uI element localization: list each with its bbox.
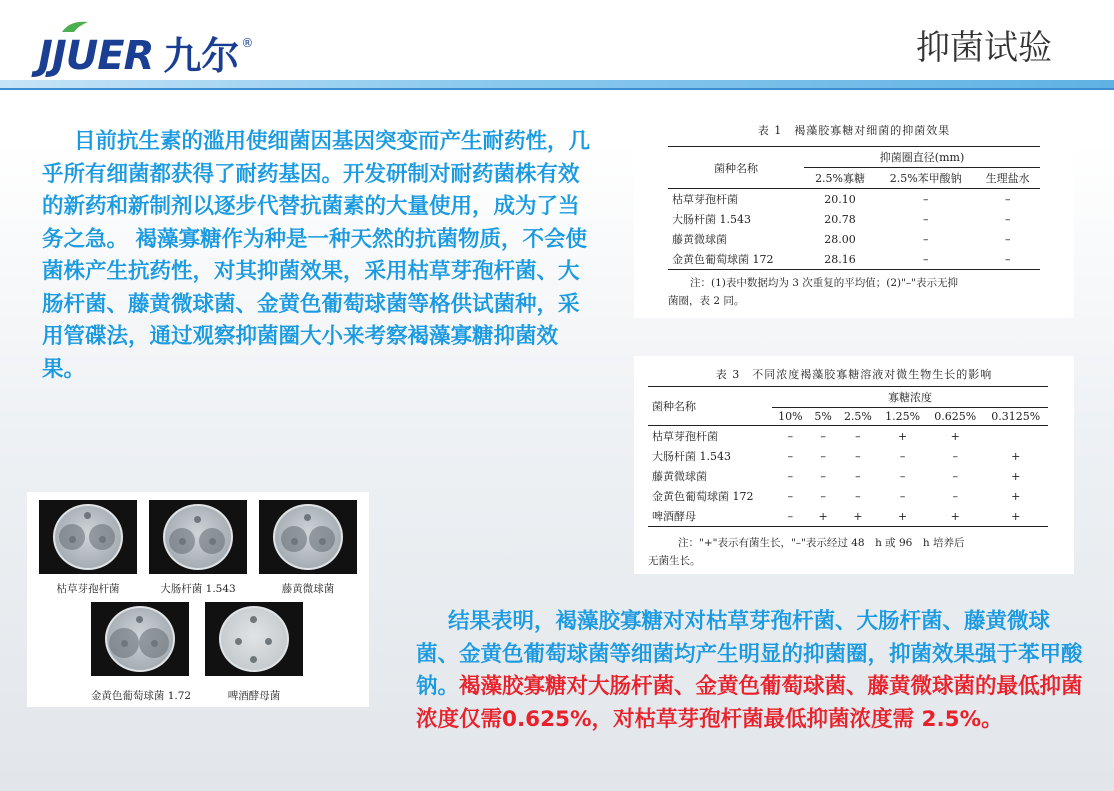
table1-note <box>668 274 1068 310</box>
photo-caption: 啤酒酵母菌 <box>227 690 281 702</box>
table3-cell: – <box>855 489 861 503</box>
table1-image <box>634 102 1074 318</box>
logo-chinese-text: 九尔 <box>163 34 240 78</box>
table3-cell: – <box>855 449 861 463</box>
table1-cell: 20.10 <box>824 192 856 206</box>
table1-cell: – <box>922 252 929 266</box>
table1-cell: 藤黄微球菌 <box>672 233 727 246</box>
table1-cell: 20.78 <box>824 212 856 226</box>
logo-latin-text: JJUER <box>38 33 154 79</box>
photo-caption: 枯草芽孢杆菌 <box>56 583 120 595</box>
registered-mark: ® <box>241 36 254 50</box>
table3 <box>648 386 1048 527</box>
table3-cell: 大肠杆菌 1.543 <box>652 450 731 463</box>
brand-logo <box>38 28 253 78</box>
table3-cell: + <box>1011 489 1021 503</box>
table3-cell: + <box>897 429 908 443</box>
table3-cell: – <box>952 489 958 503</box>
table3-cell: + <box>950 429 960 443</box>
slide-title: 抑菌试验 <box>916 28 1052 68</box>
table3-subheader: 0.3125% <box>983 408 1048 426</box>
table1 <box>668 146 1040 270</box>
petri-dish-photo <box>205 602 303 676</box>
petri-dish-photo <box>149 500 247 574</box>
table1-cell: 金黄色葡萄球菌 172 <box>672 253 774 266</box>
table3-subheader: 1.25% <box>878 408 927 426</box>
petri-dish-photos <box>27 492 369 707</box>
table3-subheader: 5% <box>809 408 838 426</box>
photo-caption: 金黄色葡萄球菌 1.72 <box>90 690 192 702</box>
table1-group-header: 抑菌圈直径(mm) <box>804 147 1040 168</box>
petri-dish-photo <box>259 500 357 574</box>
table1-strain-header: 菌种名称 <box>668 147 804 189</box>
table1-cell: – <box>1004 212 1011 226</box>
table3-cell: 金黄色葡萄球菌 172 <box>652 490 754 503</box>
table-row <box>668 209 1040 229</box>
table-row <box>648 426 1048 447</box>
table-row <box>648 506 1048 527</box>
table3-cell: – <box>952 449 958 463</box>
slide-header <box>0 0 1114 92</box>
table3-cell: – <box>820 429 826 443</box>
table3-cell: – <box>820 489 826 503</box>
table-row <box>648 486 1048 506</box>
table3-cell: – <box>899 449 906 463</box>
table3-subheader: 10% <box>772 408 809 426</box>
table3-cell: – <box>787 509 794 523</box>
table3-cell: 枯草芽孢杆菌 <box>652 430 718 443</box>
table3-subheader: 2.5% <box>838 408 879 426</box>
table1-note-line: 注：(1)表中数据均为 3 次重复的平均值；(2)"–"表示无抑 <box>690 277 959 289</box>
table3-subheader: 0.625% <box>927 408 984 426</box>
table1-cell: 28.00 <box>824 232 856 246</box>
table3-cell: – <box>899 469 906 483</box>
table1-cell: 大肠杆菌 1.543 <box>672 213 751 226</box>
table3-cell: – <box>787 489 794 503</box>
table3-note <box>648 534 1068 570</box>
table3-caption: 表 3 不同浓度褐藻胶寡糖溶液对微生物生长的影响 <box>715 368 993 381</box>
table3-note-line: 无菌生长。 <box>648 555 701 567</box>
table1-note-line: 菌圈，表 2 同。 <box>668 295 745 307</box>
table3-cell: – <box>820 449 826 463</box>
table1-cell: – <box>922 212 929 226</box>
photo-caption: 大肠杆菌 1.543 <box>160 583 236 595</box>
table3-note-line: 注："+"表示有菌生长，"–"表示经过 48 h 或 96 h 培养后 <box>678 537 965 549</box>
photo-caption: 藤黄微球菌 <box>281 583 335 595</box>
table-row <box>648 466 1048 486</box>
table3-strain-header: 菌种名称 <box>648 387 772 426</box>
table3-cell: + <box>1011 449 1021 463</box>
table3-cell: – <box>787 429 794 443</box>
table1-cell: – <box>1004 252 1011 266</box>
table3-cell: + <box>897 509 908 523</box>
table3-cell: + <box>1011 469 1021 483</box>
table3-cell <box>983 426 1048 447</box>
table3-cell: – <box>820 469 826 483</box>
table3-cell: 啤酒酵母 <box>652 510 696 523</box>
table-row <box>648 446 1048 466</box>
header-gradient-bar <box>0 80 1114 88</box>
petri-dish-photo <box>91 602 189 676</box>
table1-caption: 表 1 褐藻胶寡糖对细菌的抑菌效果 <box>757 124 951 137</box>
header-divider <box>0 88 1114 90</box>
table-row <box>668 249 1040 270</box>
table1-subheader: 生理盐水 <box>975 168 1040 189</box>
table1-cell: – <box>922 192 929 206</box>
table1-subheader: 2.5%苯甲酸钠 <box>876 168 975 189</box>
table-row <box>668 189 1040 210</box>
table-row <box>668 229 1040 249</box>
table3-image <box>634 356 1074 574</box>
table1-cell: 枯草芽孢杆菌 <box>672 193 738 206</box>
table3-cell: + <box>853 509 863 523</box>
table3-group-header: 寡糖浓度 <box>772 387 1048 408</box>
table3-cell: + <box>950 509 960 523</box>
table1-cell: – <box>922 232 929 246</box>
table3-cell: – <box>855 429 861 443</box>
table3-cell: – <box>787 469 794 483</box>
table3-cell: 藤黄微球菌 <box>652 470 707 483</box>
table1-cell: – <box>1004 232 1011 246</box>
table3-cell: – <box>787 449 794 463</box>
table3-cell: – <box>952 469 958 483</box>
table1-cell: 28.16 <box>824 252 856 266</box>
result-paragraph <box>416 606 1092 736</box>
result-blue-text: 结果表明，褐藻胶寡糖对对枯草芽孢杆菌、大肠杆菌、藤黄微球菌、金黄色葡萄球菌等细菌均产生明显的抑菌圈，抑菌效果强于苯甲酸钠。 <box>416 609 1083 699</box>
table3-cell: – <box>855 469 861 483</box>
intro-paragraph: 目前抗生素的滥用使细菌因基因突变而产生耐药性，几乎所有细菌都获得了耐药基因。开发研制对耐药菌株有效的新药和新制剂以逐步代替抗菌素的大量使用，成为了当务之急。 褐藻寡糖作为种是一种天然的抗菌物质，不会使菌株产生抗药性，对其抑菌效果，采用枯草芽孢杆菌、大肠杆菌、藤黄微球菌、金黄色葡萄球菌等格供试菌种，采用管碟法，通过观察抑菌圈大小来考察褐藻寡糖抑菌效果。 <box>42 129 591 382</box>
table1-subheader: 2.5%寡糖 <box>804 168 876 189</box>
result-red-text: 褐藻胶寡糖对大肠杆菌、金黄色葡萄球菌、藤黄微球菌的最低抑菌浓度仅需0.625%，对枯草芽孢杆菌最低抑菌浓度需 2.5%。 <box>416 674 1083 732</box>
table3-cell: + <box>818 509 828 523</box>
petri-dish-photo <box>39 500 137 574</box>
table3-cell: + <box>1011 509 1021 523</box>
table1-cell: – <box>1004 192 1011 206</box>
table3-cell: – <box>899 489 906 503</box>
